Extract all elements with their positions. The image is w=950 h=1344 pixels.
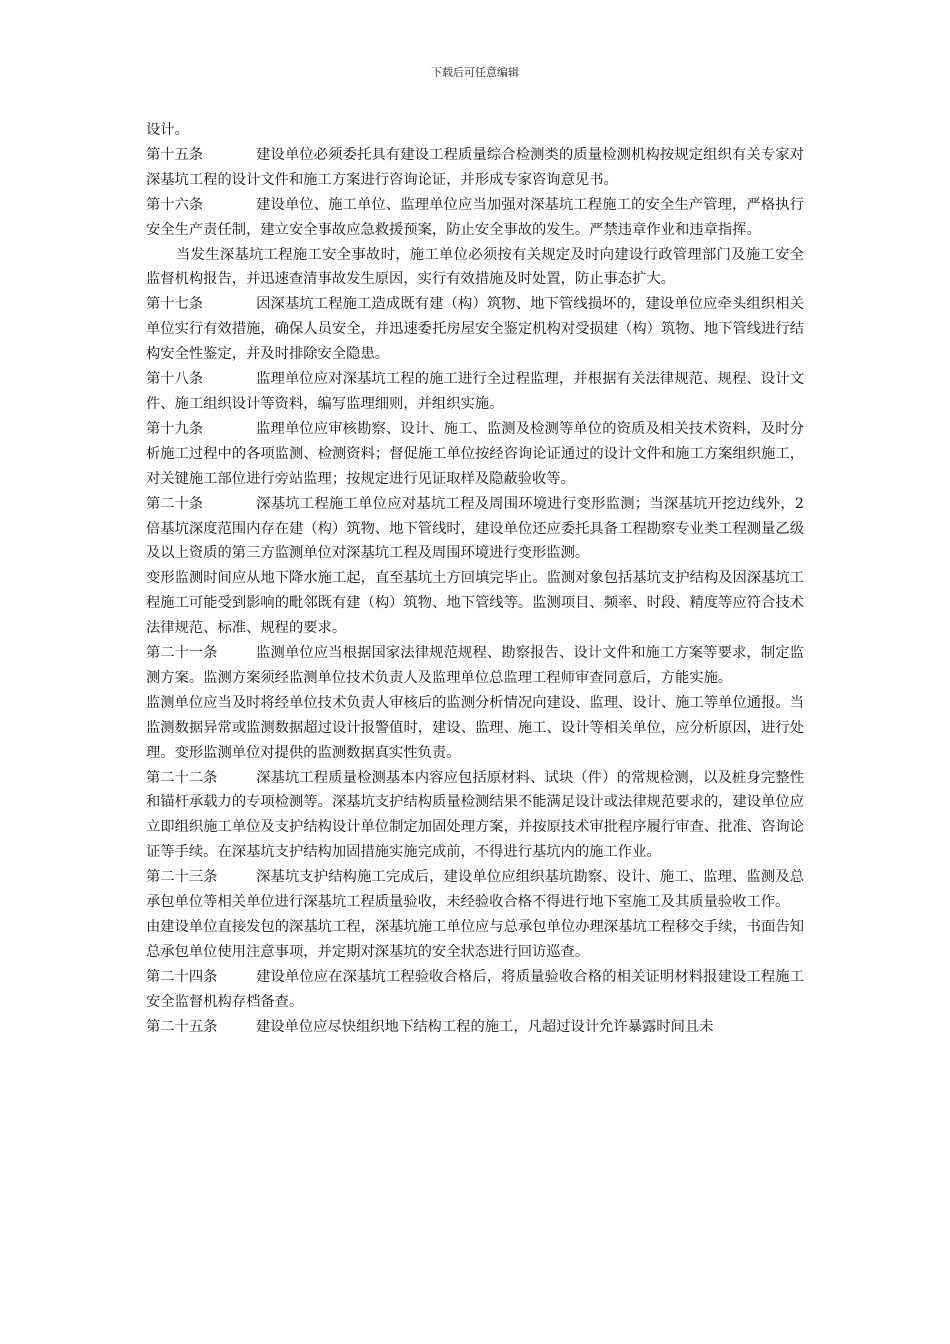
- article-text: 深基坑支护结构施工完成后，建设单位应组织基坑勘察、设计、施工、监理、监测及总承包单位等相关单位进行深基坑工程质量验收，未经验收合格不得进行地下室施工及其质量验收工作。: [146, 869, 804, 911]
- page-header: 下载后可任意编辑: [431, 66, 519, 79]
- article-number: 第二十条: [146, 495, 204, 512]
- article-text: 深基坑工程质量检测基本内容应包括原材料、试块（件）的常规检测，以及桩身完整性和锚杆承载力的专项检测等。深基坑支护结构质量检测结果不能满足设计或法律规范要求的，建设单位应立即组织施工单位及支护结构设计单位制定加固处理方案，并按原技术审批程序履行审查、批准、咨询论证等手续。在深基坑支护结构加固措施实施完成前，不得进行基坑内的施工作业。: [146, 769, 804, 861]
- article-number: 第二十五条: [146, 1018, 218, 1035]
- paragraph: [146, 691, 804, 766]
- paragraph-text: 当发生深基坑工程施工安全事故时，施工单位必须按有关规定及时向建设行政管理部门及施工安全监督机构报告，并迅速查清事故发生原因，实行有效措施及时处置，防止事态扩大。: [146, 246, 804, 288]
- article-number: 第十六条: [146, 196, 204, 213]
- article-19: [146, 417, 804, 492]
- article-22: [146, 766, 804, 866]
- article-text: 因深基坑工程施工造成既有建（构）筑物、地下管线损坏的，建设单位应牵头组织相关单位实行有效措施，确保人员安全，并迅速委托房屋安全鉴定机构对受损建（构）筑物、地下管线进行结构安全性鉴定，并及时排除安全隐患。: [146, 296, 804, 363]
- article-15: [146, 143, 804, 193]
- article-number: 第二十二条: [146, 769, 218, 786]
- article-number: 第二十三条: [146, 869, 218, 886]
- article-text: 监理单位应对深基坑工程的施工进行全过程监理，并根据有关法律规范、规程、设计文件、施工组织设计等资料，编写监理细则，并组织实施。: [146, 371, 804, 412]
- article-16: [146, 193, 804, 243]
- article-text: 监测单位应当根据国家法律规范规程、勘察报告、设计文件和施工方案等要求，制定监测方案。监测方案须经监测单位技术负责人及监理单位总监理工程师审查同意后，方能实施。: [146, 645, 804, 686]
- article-text: 监理单位应审核勘察、设计、施工、监测及检测等单位的资质及相关技术资料，及时分析施工过程中的各项监测、检测资料；督促施工单位按经咨询论证通过的设计文件和施工方案组织施工，对关键施工部位进行旁站监理；按规定进行见证取样及隐蔽验收等。: [146, 420, 804, 487]
- paragraph-text: 监测单位应当及时将经单位技术负责人审核后的监测分析情况向建设、监理、设计、施工等单位通报。当监测数据异常或监测数据超过设计报警值时，建设、监理、施工、设计等相关单位，应分析原因，进行处理。变形监测单位对提供的监测数据真实性负责。: [146, 694, 804, 761]
- article-text: 建设单位应尽快组织地下结构工程的施工，凡超过设计允许暴露时间且未: [256, 1018, 714, 1035]
- paragraph: [146, 566, 804, 641]
- paragraph-text: 变形监测时间应从地下降水施工起，直至基坑土方回填完毕止。监测对象包括基坑支护结构及因深基坑工程施工可能受到影响的毗邻既有建（构）筑物、地下管线等。监测项目、频率、时段、精度等应符合技术法律规范、标准、规程的要求。: [146, 570, 804, 637]
- article-text: 建设单位必须委托具有建设工程质量综合检测类的质量检测机构按规定组织有关专家对深基坑工程的设计文件和施工方案进行咨询论证，并形成专家咨询意见书。: [146, 146, 804, 188]
- paragraph: [146, 243, 804, 293]
- article-number: 第十九条: [146, 420, 204, 437]
- article-text: 建设单位应在深基坑工程验收合格后，将质量验收合格的相关证明材料报建设工程施工安全监督机构存档备查。: [146, 968, 804, 1010]
- article-number: 第十五条: [146, 146, 204, 163]
- paragraph: [146, 915, 804, 965]
- article-21: [146, 641, 804, 691]
- article-24: [146, 965, 804, 1015]
- paragraph: [146, 118, 804, 143]
- article-18: [146, 367, 804, 417]
- article-number: 第二十四条: [146, 968, 218, 985]
- article-text: 建设单位、施工单位、监理单位应当加强对深基坑工程施工的安全生产管理，严格执行安全生产责任制，建立安全事故应急救援预案，防止安全事故的发生。严禁违章作业和违章指挥。: [146, 196, 804, 238]
- article-23: [146, 865, 804, 915]
- article-number: 第十七条: [146, 296, 204, 313]
- article-number: 第二十一条: [146, 645, 218, 662]
- paragraph-text: 设计。: [146, 122, 189, 138]
- article-25: [146, 1015, 804, 1040]
- article-20: [146, 492, 804, 567]
- article-text: 深基坑工程施工单位应对基坑工程及周围环境进行变形监测；当深基坑开挖边线外，2倍基坑深度范围内存在建（构）筑物、地下管线时，建设单位还应委托具备工程勘察专业类工程测量乙级及以上资质的第三方监测单位对深基坑工程及周围环境进行变形监测。: [146, 495, 804, 562]
- article-17: [146, 292, 804, 367]
- paragraph-text: 由建设单位直接发包的深基坑工程，深基坑施工单位应与总承包单位办理深基坑工程移交手续，书面告知总承包单位使用注意事项，并定期对深基坑的安全状态进行回访巡查。: [146, 919, 804, 960]
- article-number: 第十八条: [146, 371, 204, 388]
- document-body: [146, 118, 804, 1040]
